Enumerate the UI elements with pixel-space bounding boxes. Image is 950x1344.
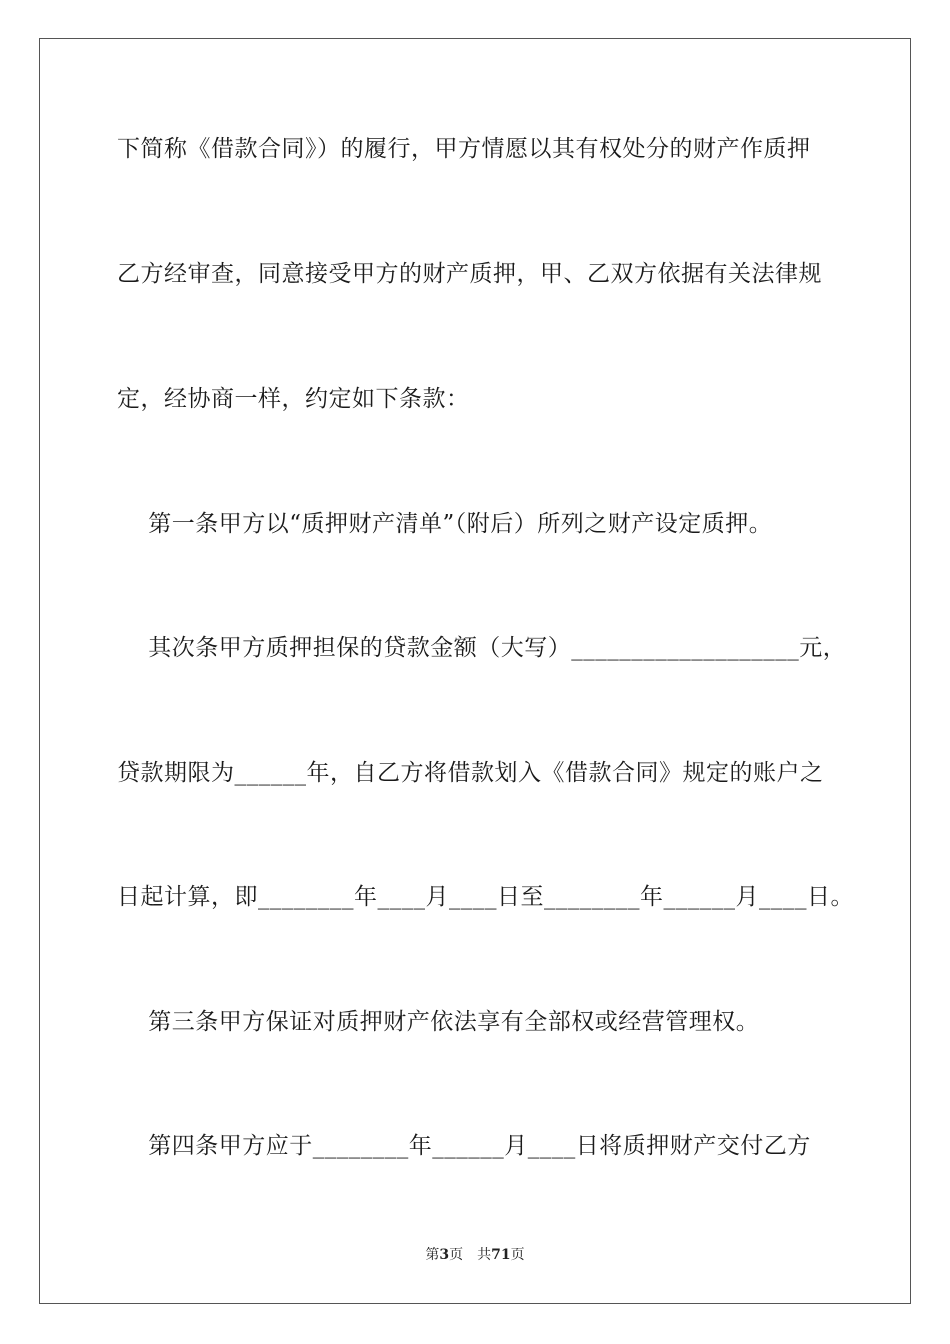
page-suffix: 页 — [449, 1247, 464, 1263]
body-line-3: 定，经协商一样，约定如下条款： — [117, 386, 470, 412]
body-line-1: 下简称《借款合同》）的履行，甲方情愿以其有权处分的财产作质押 — [117, 136, 811, 162]
page-border — [39, 38, 911, 1304]
page-footer — [0, 1246, 950, 1264]
page-total: 71 — [491, 1247, 511, 1263]
body-line-2: 乙方经审查，同意接受甲方的财产质押，甲、乙双方依据有关法律规 — [117, 261, 822, 287]
page-prefix: 第 — [425, 1247, 440, 1263]
clause-3-line: 第三条甲方保证对质押财产依法享有全部权或经营管理权。 — [117, 1009, 760, 1035]
clause-2-line-1: 其次条甲方质押担保的贷款金额（大写）___________________元， — [117, 635, 847, 661]
total-suffix: 页 — [510, 1247, 525, 1263]
clause-4-line: 第四条甲方应于________年______月____日将质押财产交付乙方 — [117, 1133, 811, 1159]
clause-2-line-2: 贷款期限为______年，自乙方将借款划入《借款合同》规定的账户之 — [117, 760, 824, 786]
total-prefix: 共 — [477, 1247, 492, 1263]
page-current: 3 — [439, 1247, 450, 1263]
clause-1-line: 第一条甲方以“质押财产清单”（附后）所列之财产设定质押。 — [117, 511, 773, 537]
clause-2-line-3: 日起计算，即________年____月____日至________年______月____日。 — [117, 884, 854, 910]
